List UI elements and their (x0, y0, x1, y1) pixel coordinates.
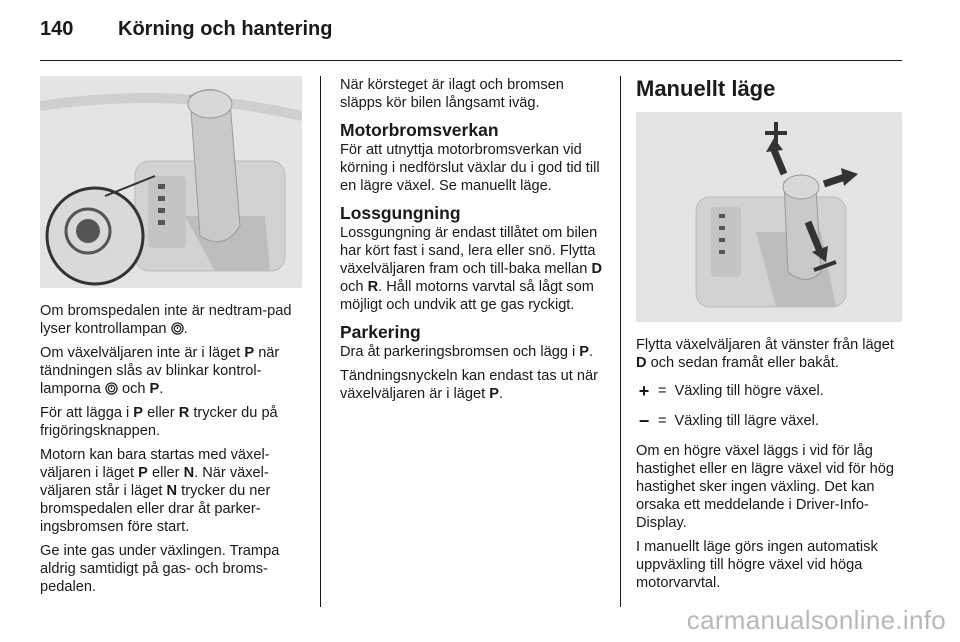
legend-row-downshift: − = Växling till lägre växel. (636, 412, 902, 430)
header-rule (40, 60, 902, 61)
column-divider (320, 76, 321, 607)
paragraph: Lossgungning är endast tillåtet om bilen har kört fast i sand, lera eller snö. Flytta växelväljaren fram och till-baka mellan D och R. Håll motorns varvtal så lågt som möjligt och undvik att ge gas ryckigt. (340, 225, 602, 313)
paragraph: Flytta växelväljaren åt vänster från läget D och sedan framåt eller bakåt. (636, 337, 894, 371)
paragraph: För att utnyttja motorbromsverkan vid körning i nedförslut växlar du i god tid till en lägre växel. Se manuellt läge. (340, 142, 600, 194)
brake-warning-icon (105, 382, 118, 395)
column-3 (636, 76, 902, 598)
paragraph: Ge inte gas under växlingen. Trampa aldrig samtidigt på gas- och broms-pedalen. (40, 543, 280, 595)
paragraph: Motorn kan bara startas med växel-väljaren i läget P eller N. När växel-väljaren står i läget N trycker du ner bromspedalen eller drar åt parker-ingsbromsen före start. (40, 447, 271, 535)
section-heading-parkering: Parkering (340, 322, 421, 342)
paragraph: Om bromspedalen inte är nedtram-pad lyser kontrollampan . (40, 303, 292, 337)
legend-row-upshift: + = Växling till högre växel. (636, 382, 902, 400)
section-heading-motorbromsverkan: Motorbromsverkan (340, 120, 499, 140)
paragraph: Tändningsnyckeln kan endast tas ut när växelväljaren är i läget P. (340, 368, 598, 402)
page-title: Körning och hantering (118, 18, 333, 40)
gear-selector-illustration (40, 76, 302, 288)
manual-mode-illustration (636, 112, 902, 322)
paragraph: Om växelväljaren inte är i läget P när tändningen slås av blinkar kontrol-lamporna och P. (40, 345, 280, 397)
paragraph: När körsteget är ilagt och bromsen släpps kör bilen långsamt iväg. (340, 77, 564, 111)
plus-icon: + (638, 381, 650, 401)
paragraph: För att lägga i P eller R trycker du på frigöringsknappen. (40, 405, 278, 439)
section-heading-manuellt-lage: Manuellt läge (636, 76, 776, 101)
column-2 (340, 76, 604, 409)
column-divider (620, 76, 621, 607)
column-1 (40, 76, 302, 602)
page-number: 140 (40, 18, 74, 40)
paragraph: Dra åt parkeringsbromsen och lägg i P. (340, 344, 594, 360)
brake-warning-icon (171, 322, 184, 335)
paragraph: Om en högre växel läggs i vid för låg hastighet eller en lägre växel vid för hög hastighet sker ingen växling. Det kan orsaka ett meddelande i Driver-Info-Display. (636, 443, 894, 531)
minus-icon: − (638, 411, 650, 431)
watermark: carmanualsonline.info (686, 605, 946, 635)
paragraph: I manuellt läge görs ingen automatisk uppväxling till högre växel vid höga motorvarvtal. (636, 539, 878, 591)
section-heading-lossgungning: Lossgungning (340, 203, 461, 223)
